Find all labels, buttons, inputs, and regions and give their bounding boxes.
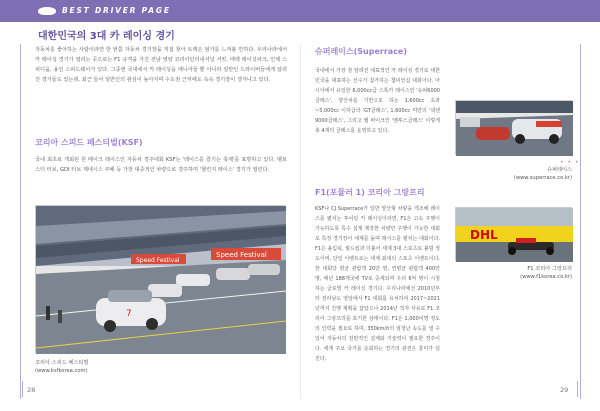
page-title: 대한민국의 3대 카 레이싱 경기 (38, 31, 175, 42)
f1-photo (455, 207, 572, 261)
page-number-right: 29 (560, 386, 569, 394)
dhl-banner-text: DHL (470, 228, 498, 242)
left-border (20, 44, 21, 399)
right-border (580, 44, 581, 399)
section-title-superrace: 슈퍼레이스(Superrace) (315, 47, 408, 56)
car-logo-icon (38, 7, 56, 15)
f1-paragraph-narrow: KSF나 CJ Superrace가 일반 양산형 차량을 개조해 레이스를 펼치는 투어링 카 레이싱이라면, F1은 고속 주행이 가능하도록 특수 설계 제작한 차량만 주행이 가능한 대회로 특정 경기장이 세계를 돌며 레이스를 펼치는 대회이다. F1은 올림픽, 월드컵과 더불어 세계 3대 스포츠로 불릴 정도이며, 단일 이벤트로는 세계 최대의 스포츠 이벤트이다. 한 대회당 평균 관람객 20만 명, 연평균 관람객 400만 명, 매년 188개국에 TV로 중계되며 우리 6억 명이 시청하는 글로벌 카 레이싱 경기다. 우리나라에선 2010년부터 전라남도 영암에서 F1 대회를 유치하여 2017~2021년까지 진행 계획을 잡았으나 2014년 적자 사유로 F1 코리아 그랑프리를 포기한 상태이다. F1은 1,000여명 정도의 인력을 필요로 하며, 350km/h의 엄청난 속도를 낼 수 있어 자동차의 전반적인 설계와 기술력이 필요한 경주이다. 세계 주요 국가를 순회하는 경기의 관전은 흥미가 넘친다. (315, 206, 440, 362)
page-number-mark-left (22, 381, 23, 397)
header-bar (0, 0, 600, 22)
header-tag: BEST DRIVER PAGE (62, 6, 171, 15)
superrace-photo-caption: 슈퍼레이스 (www.superrace.co.kr) (513, 167, 572, 181)
ksf-paragraph: 국내 최초로 개최된 원 메이크 레이스인 자동차 경주대회 KSF는 '레이스를 즐기는 축제'를 표방하고 있다. 벨로스터 터보, GDI 터보 제네시스 쿠페 등 가장 대중적인 차량으로 경주하며 '챌린지 레이스' 경기가 열린다. (35, 157, 287, 173)
ksf-photo-caption: 코리아 스피드 페스티벌 (www.ksfkorea.com) (35, 360, 89, 374)
page-number-mark-right (577, 381, 578, 397)
f1-photo-illustration (456, 208, 573, 262)
section-title-f1: F1(포뮬러 1) 코리아 그랑프리 (315, 188, 425, 197)
superrace-photo-illustration (456, 101, 573, 156)
decor-dots: • • • (560, 159, 580, 166)
ksf-photo (35, 205, 285, 353)
banner-text-right: Speed Festival (216, 251, 267, 259)
car-number: 7 (126, 309, 132, 319)
page-divider (300, 44, 301, 399)
page-number-left: 28 (27, 386, 36, 394)
ksf-photo-illustration (36, 206, 286, 354)
banner-text-left: Speed Festival (136, 257, 180, 264)
section-title-ksf: 코리아 스피드 페스티벌(KSF) (35, 138, 143, 147)
intro-paragraph: 자동차를 좋아하는 사람이라면 한 번쯤 자동차 경기장을 직접 찾아 트랙은 엄가를 느껴볼 만하다. 우리나라에서 카 레이싱 경기가 열리는 곳으로는 F1 규격을 가진 전남 영암 코리아인터내셔널 서킷, 태백 레이싱파크, 인제 스피디움, 용인 스피드웨이가 있다. 그중엔 국내에서 카 레이싱을 매니아들 뿐 아니라 일반인 드라이버들에게 알려진 경기들도 있는데, 최근 들어 일반인의 관심이 높아지며 수도권 근처에도 속속 경기장이 생겨나고 있다. (35, 47, 287, 83)
superrace-paragraph: 국내에서 가장 잘 알려진 대표적인 카 레이싱 경기로 대한민국을 대표하는 선수가 참가하는 챔피언십 대회이다. 아시아에서 유일한 6,000cc급 스톡카 레이스인 '슈퍼6000클래스', 양산차를 기반으로 하는 1,600cc 초과~5,000cc 이하급의 'GT클래스', 1,600cc 미만의 '넥센9000클래스', 그리고 랩 바이크인 '벤투스클래스' 이렇게 총 4개의 클래스를 운영하고 있다. (315, 68, 440, 134)
superrace-photo (455, 100, 572, 155)
f1-photo-caption: F1 코리아 그랑프리 (www.f1korea.co.kr) (520, 266, 572, 280)
